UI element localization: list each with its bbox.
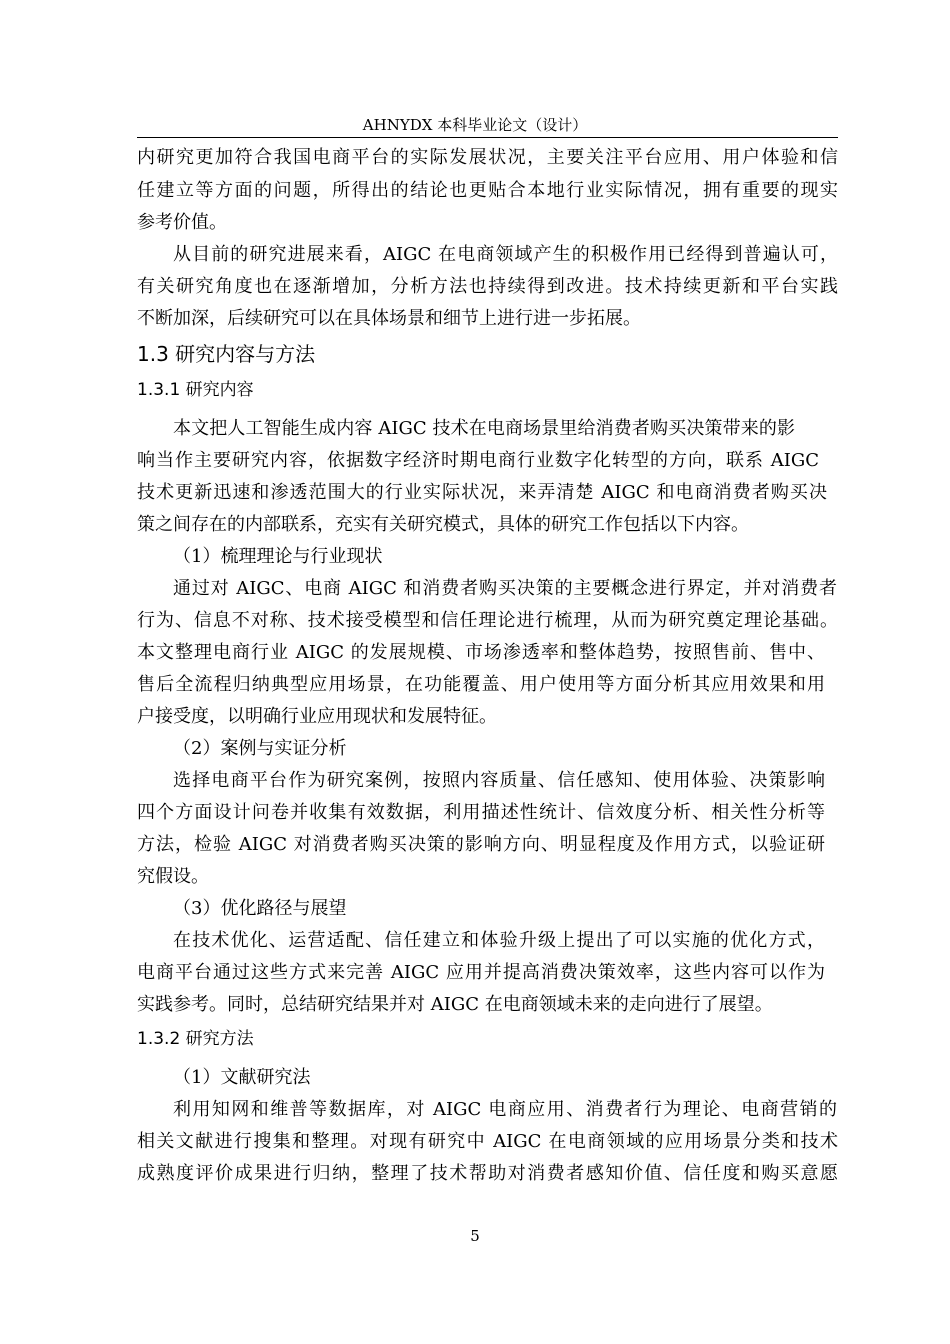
paragraph-line: 实践参考。同时，总结研究结果并对 AIGC 在电商领域未来的走向进行了展望。 xyxy=(137,994,773,1015)
header-divider xyxy=(137,137,838,138)
list-item-heading: （1）梳理理论与行业现状 xyxy=(173,546,383,567)
paragraph-line: 电商平台通过这些方式来完善 AIGC 应用并提高消费决策效率，这些内容可以作为 xyxy=(137,962,825,983)
paragraph-line: 户接受度，以明确行业应用现状和发展特征。 xyxy=(137,706,497,727)
paragraph-line: 本文把人工智能生成内容 AIGC 技术在电商场景里给消费者购买决策带来的影 xyxy=(173,418,795,439)
paragraph-line: 策之间存在的内部联系，充实有关研究模式，具体的研究工作包括以下内容。 xyxy=(137,514,749,535)
paragraph-line: 参考价值。 xyxy=(137,212,227,233)
paragraph-line: 售后全流程归纳典型应用场景，在功能覆盖、用户使用等方面分析其应用效果和用 xyxy=(137,674,825,695)
paragraph-line: 四个方面设计问卷并收集有效数据，利用描述性统计、信效度分析、相关性分析等 xyxy=(137,802,825,823)
subsection-heading: 1.3.1 研究内容 xyxy=(137,380,254,400)
paragraph-line: 不断加深，后续研究可以在具体场景和细节上进行进一步拓展。 xyxy=(137,308,641,329)
list-item-heading: （1）文献研究法 xyxy=(173,1067,311,1088)
paragraph-line: 行为、信息不对称、技术接受模型和信任理论进行梳理，从而为研究奠定理论基础。 xyxy=(137,610,838,631)
paragraph-line: 从目前的研究进展来看，AIGC 在电商领域产生的积极作用已经得到普遍认可， xyxy=(173,244,838,265)
paragraph-line: 内研究更加符合我国电商平台的实际发展状况，主要关注平台应用、用户体验和信 xyxy=(137,147,838,168)
paragraph-line: 任建立等方面的问题，所得出的结论也更贴合本地行业实际情况，拥有重要的现实 xyxy=(137,180,838,201)
subsection-heading: 1.3.2 研究方法 xyxy=(137,1029,254,1049)
paragraph-line: 成熟度评价成果进行归纳，整理了技术帮助对消费者感知价值、信任度和购买意愿 xyxy=(137,1163,838,1184)
list-item-heading: （3）优化路径与展望 xyxy=(173,898,347,919)
paragraph-line: 技术更新迅速和渗透范围大的行业实际状况，来弄清楚 AIGC 和电商消费者购买决 xyxy=(137,482,827,503)
paragraph-line: 方法，检验 AIGC 对消费者购买决策的影响方向、明显程度及作用方式，以验证研 xyxy=(137,834,825,855)
paragraph-line: 究假设。 xyxy=(137,866,209,887)
page-number: 5 xyxy=(470,1227,480,1245)
paragraph-line: 有关研究角度也在逐渐增加，分析方法也持续得到改进。技术持续更新和平台实践 xyxy=(137,276,838,297)
paragraph-line: 响当作主要研究内容，依据数字经济时期电商行业数字化转型的方向，联系 AIGC xyxy=(137,450,819,471)
section-heading: 1.3 研究内容与方法 xyxy=(137,342,316,366)
paragraph-line: 相关文献进行搜集和整理。对现有研究中 AIGC 在电商领域的应用场景分类和技术 xyxy=(137,1131,838,1152)
list-item-heading: （2）案例与实证分析 xyxy=(173,738,347,759)
paragraph-line: 本文整理电商行业 AIGC 的发展规模、市场渗透率和整体趋势，按照售前、售中、 xyxy=(137,642,825,663)
paragraph-line: 选择电商平台作为研究案例，按照内容质量、信任感知、使用体验、决策影响 xyxy=(173,770,825,791)
paragraph-line: 通过对 AIGC、电商 AIGC 和消费者购买决策的主要概念进行界定，并对消费者 xyxy=(173,578,837,599)
paragraph-line: 利用知网和维普等数据库，对 AIGC 电商应用、消费者行为理论、电商营销的 xyxy=(173,1099,837,1120)
running-header: AHNYDX 本科毕业论文（设计） xyxy=(362,116,588,134)
paragraph-line: 在技术优化、运营适配、信任建立和体验升级上提出了可以实施的优化方式， xyxy=(173,930,825,951)
